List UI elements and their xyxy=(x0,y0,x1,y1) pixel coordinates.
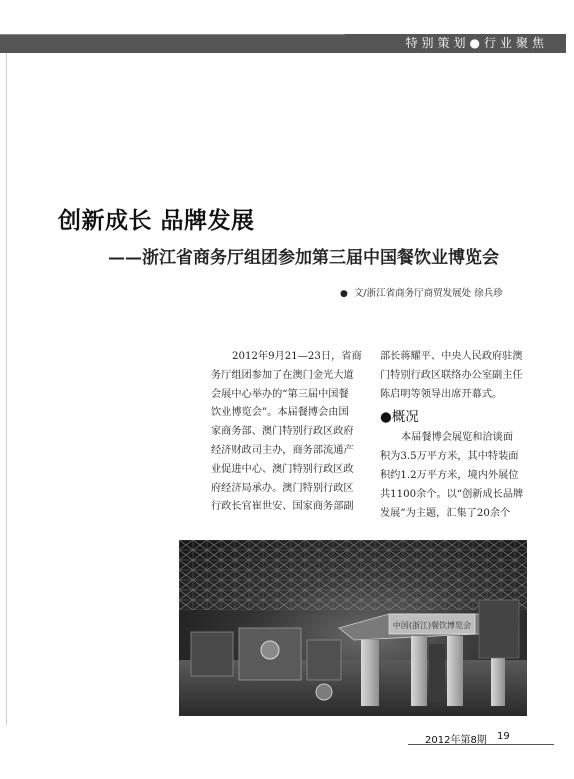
body-line: 务厅组团参加了在澳门金光大道 xyxy=(211,369,354,381)
booth-emblem xyxy=(261,641,279,659)
side-booth xyxy=(191,632,233,676)
body-line: 部长蒋耀平、中央人民政府驻澳 xyxy=(380,351,523,362)
booth-pillar xyxy=(361,640,379,706)
body-line: 陈启明等领导出席开幕式。 xyxy=(380,388,503,400)
booth-doorway xyxy=(429,644,445,702)
booth-sign-text: 中国(浙江)餐饮博览会 xyxy=(392,621,472,630)
page-edge-rule xyxy=(6,45,7,725)
body-column-right xyxy=(380,348,530,523)
body-line: 府经济局承办。澳门特别行政区 xyxy=(211,482,354,494)
section-heading-text: 概况 xyxy=(391,409,419,426)
body-line: 本届餐博会展览和洽谈面 xyxy=(401,432,514,444)
section-bullet: ● xyxy=(380,409,392,426)
byline-bullet: ● xyxy=(340,289,348,299)
booth-emblem xyxy=(316,684,332,700)
body-line: 行政长官崔世安、国家商务部副 xyxy=(211,501,354,513)
header-bar xyxy=(0,34,566,53)
section-label: 特别策划●行业聚焦 xyxy=(405,36,548,50)
body-line: 共1100余个。以“创新成长品牌 xyxy=(380,488,524,500)
body-column-left xyxy=(211,348,361,517)
byline-text: 文/浙江省商务厅商贸发展处 徐兵珍 xyxy=(353,288,503,299)
ceiling-truss xyxy=(179,540,527,610)
body-line: 积为3.5万平方米，其中特装面 xyxy=(380,451,519,463)
side-booth xyxy=(307,640,341,680)
booth-pillar xyxy=(447,636,463,706)
page-number: 19 xyxy=(497,731,510,742)
issue-label: 2012年第8期 xyxy=(425,735,487,746)
body-line: 门特别行政区联络办公室副主任 xyxy=(380,369,523,381)
body-line: 饮业博览会”。本届餐博会由国 xyxy=(211,407,349,419)
article-subtitle: ——浙江省商务厅组团参加第三届中国餐饮业博览会 xyxy=(108,248,499,268)
expo-booth-illustration xyxy=(179,540,527,716)
body-line: 2012年9月21—23日，省商 xyxy=(232,351,362,362)
body-line: 经济财政司主办，商务部流通产 xyxy=(211,444,354,456)
article-title: 创新成长 品牌发展 xyxy=(58,207,255,234)
expo-hall-photo xyxy=(179,540,527,716)
booth-pillar xyxy=(411,636,427,706)
body-line: 会展中心举办的“第三届中国餐 xyxy=(211,388,349,400)
back-wall xyxy=(479,600,519,658)
body-line: 积约1.2万平方米，境内外展位 xyxy=(380,469,519,481)
header-rail xyxy=(0,34,345,53)
body-line: 业促进中心、澳门特别行政区政 xyxy=(211,463,354,475)
byline xyxy=(340,285,503,299)
body-line: 家商务部、澳门特别行政区政府 xyxy=(211,426,354,438)
body-line: 发展”为主题，汇集了20余个 xyxy=(380,507,511,519)
section-heading xyxy=(380,405,530,429)
